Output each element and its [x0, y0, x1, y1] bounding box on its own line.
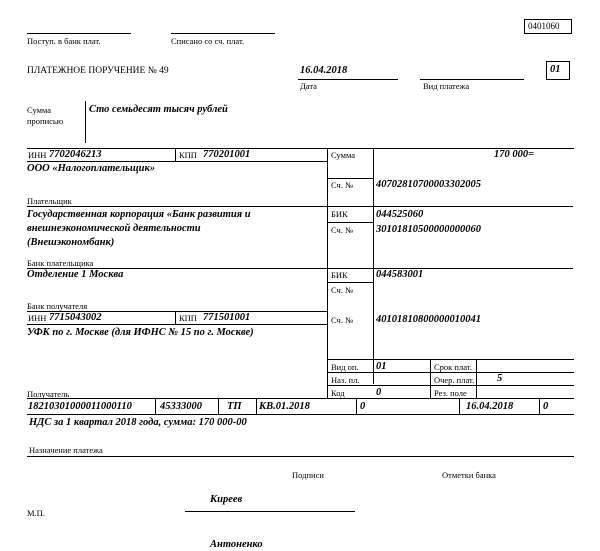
amount-words-label-2: прописью [27, 116, 64, 126]
payer-bottom [27, 206, 573, 207]
payee-bottom [27, 398, 574, 399]
payer-name: ООО «Налогоплательщик» [27, 163, 156, 174]
op-type-bottom [327, 372, 574, 373]
payee-label: Получатель [27, 389, 70, 399]
signer-1: Киреев [210, 494, 243, 505]
document-date: 16.04.2018 [300, 65, 348, 76]
tax-div-6 [539, 398, 540, 414]
payee-inn: 7715043002 [49, 312, 102, 323]
tax-doc-date: 16.04.2018 [466, 401, 514, 412]
payee-acc-label: Сч. № [331, 315, 354, 325]
tax-type: 0 [543, 401, 549, 412]
grid-top [27, 148, 574, 149]
purpose-label: Назначение платежа [29, 445, 103, 455]
payee-inn-kpp-divider [175, 311, 176, 324]
payer-bank-bik-label: БИК [331, 209, 348, 219]
payer-status-code: 01 [550, 64, 561, 75]
payment-type-line [420, 79, 524, 80]
payer-bank-name-3: (Внешэкономбанк) [27, 237, 115, 248]
tax-period: КВ.01.2018 [259, 401, 310, 412]
purpose-bottom [27, 456, 574, 457]
payer-label: Плательщик [27, 196, 72, 206]
debited-line [171, 33, 275, 34]
payer-inn: 7702046213 [49, 149, 102, 160]
order-value: 5 [497, 373, 503, 384]
amount-words-value: Сто семьдесят тысяч рублей [89, 104, 228, 115]
payee-kpp-label: КПП [179, 313, 197, 323]
details-right-divider [476, 359, 477, 398]
received-line [27, 33, 131, 34]
document-title: ПЛАТЕЖНОЕ ПОРУЧЕНИЕ № 49 [27, 66, 169, 76]
payer-bank-bik: 044525060 [376, 209, 424, 220]
payee-bank-bik: 044583001 [376, 269, 424, 280]
payer-kpp-label: КПП [179, 150, 197, 160]
op-type: 01 [376, 361, 387, 372]
tax-row-bottom [27, 414, 574, 415]
tax-div-5 [459, 398, 460, 414]
payee-name: УФК по г. Москве (для ИФНС № 15 по г. Москве) [27, 327, 254, 338]
amount-words-label-1: Сумма [27, 105, 52, 115]
sum-bottom [327, 178, 373, 179]
bank-marks-label: Отметки банка [442, 470, 496, 480]
main-divider [327, 148, 328, 398]
payee-account-bottom [327, 359, 574, 360]
sum-value: 170 000= [494, 149, 535, 160]
payer-account: 40702810700003302005 [376, 179, 481, 190]
purpose-text: НДС за 1 квартал 2018 года, сумма: 170 000-00 [29, 417, 247, 428]
payer-bank-bik-bottom [327, 222, 373, 223]
amount-words-divider [85, 101, 86, 143]
payer-bank-label: Банк плательщика [27, 258, 94, 268]
payment-type-label: Вид платежа [423, 81, 470, 91]
date-line [298, 79, 398, 80]
payer-kpp: 770201001 [203, 149, 251, 160]
tax-div-4 [356, 398, 357, 414]
sum-label: Сумма [331, 150, 356, 160]
tax-kbk: 18210301000011000110 [28, 401, 132, 412]
inn-kpp-divider [175, 148, 176, 161]
signature-line-1 [185, 511, 355, 512]
order-label: Очер. плат. [434, 375, 475, 385]
details-mid-divider [430, 359, 431, 398]
date-label: Дата [300, 81, 317, 91]
tax-doc-num: 0 [360, 401, 366, 412]
tax-div-2 [218, 398, 219, 414]
payee-bank-name: Отделение 1 Москва [27, 269, 124, 280]
tax-div-3 [256, 398, 257, 414]
term-label: Срок плат. [434, 362, 472, 372]
form-code: 0401060 [528, 21, 560, 31]
code-value: 0 [376, 387, 382, 398]
code-label: Код [331, 388, 345, 398]
payee-bank-bik-label: БИК [331, 270, 348, 280]
purpose-code-label: Наз. пл. [331, 375, 360, 385]
value-divider [373, 148, 374, 384]
payee-bank-acc-label: Сч. № [331, 285, 354, 295]
purpose-code-bottom [327, 385, 574, 386]
res-field-label: Рез. поле [434, 388, 467, 398]
tax-div-1 [155, 398, 156, 414]
signer-2: Антоненко [210, 539, 263, 550]
payer-account-label: Сч. № [331, 180, 354, 190]
payer-bank-name-1: Государственная корпорация «Банк развития и [27, 209, 251, 220]
payer-bank-acc: 30101810500000000060 [376, 224, 481, 235]
tax-basis: ТП [227, 401, 242, 412]
payer-bank-name-2: внешнеэкономической деятельности [27, 223, 201, 234]
tax-oktmo: 45333000 [160, 401, 202, 412]
payee-bank-label: Банк получателя [27, 301, 88, 311]
payee-kpp: 771501001 [203, 312, 251, 323]
payee-bank-bik-bottom [327, 282, 373, 283]
debited-label: Списано со сч. плат. [171, 36, 245, 46]
payee-inn-bottom [27, 324, 327, 325]
payer-inn-label: ИНН [28, 150, 47, 160]
payee-inn-label: ИНН [28, 313, 47, 323]
op-type-label: Вид оп. [331, 362, 359, 372]
signatures-label: Подписи [292, 470, 324, 480]
payer-bank-acc-label: Сч. № [331, 225, 354, 235]
received-label: Поступ. в банк плат. [27, 36, 101, 46]
stamp-label: М.П. [27, 508, 45, 518]
payee-acc: 40101810800000010041 [376, 314, 481, 325]
payer-inn-bottom [27, 161, 327, 162]
